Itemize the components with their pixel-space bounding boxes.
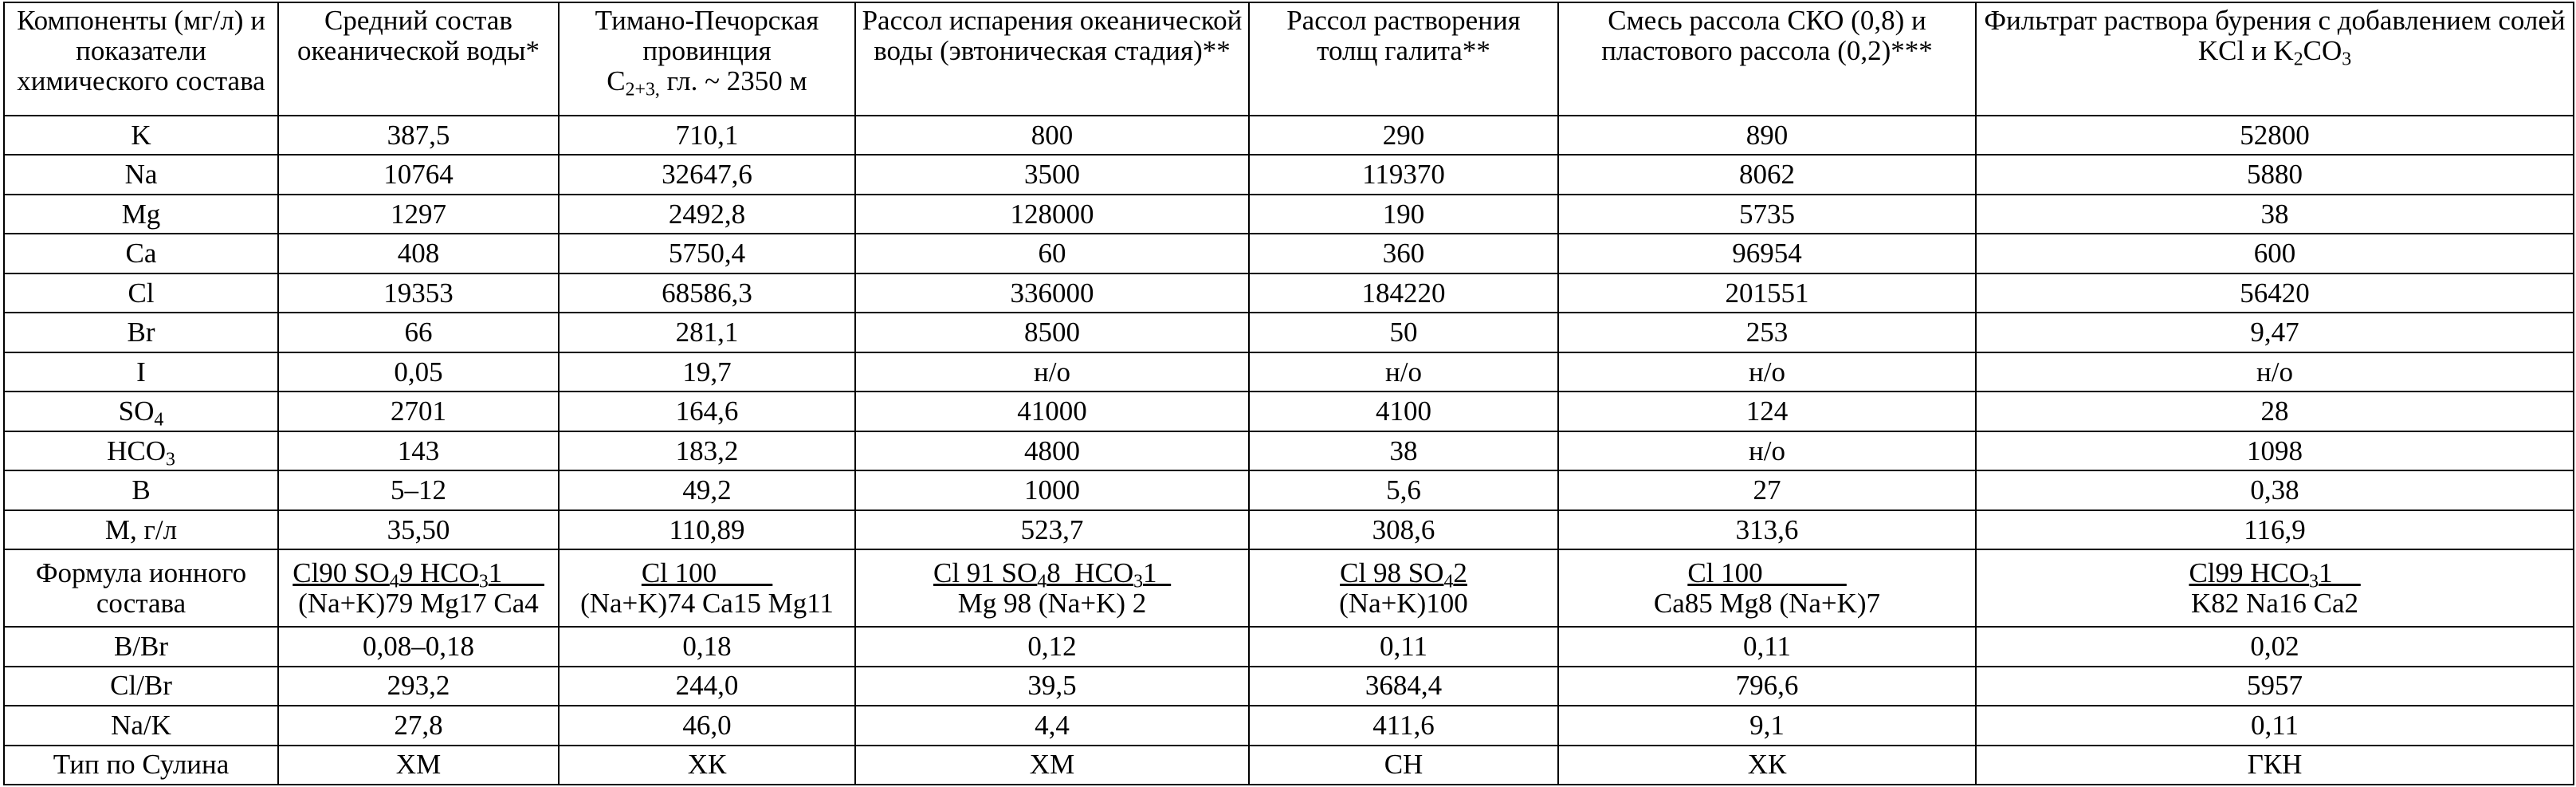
- table-cell: 387,5: [278, 116, 559, 155]
- table-cell: 35,50: [278, 510, 559, 549]
- table-cell: 52800: [1976, 116, 2574, 155]
- table-row: [4, 510, 2574, 549]
- table-cell: 9,1: [1558, 706, 1976, 745]
- table-row: [4, 746, 2574, 785]
- row-label: $SO_4$: [4, 392, 278, 431]
- table-cell: 890: [1558, 116, 1976, 155]
- table-cell: 143: [278, 431, 559, 470]
- table-body-top: [4, 116, 2574, 549]
- row-label: Mg: [4, 195, 278, 234]
- table-cell: 244,0: [559, 667, 855, 706]
- header-ocean-water: Средний состав океанической воды*: [278, 2, 559, 116]
- table-cell: 56420: [1976, 273, 2574, 313]
- table-cell: 796,6: [1558, 667, 1976, 706]
- table-cell: 5750,4: [559, 234, 855, 273]
- table-cell: 0,12: [855, 627, 1249, 666]
- table-cell: ГКН: [1976, 746, 2574, 785]
- table-cell: 66: [278, 313, 559, 352]
- table-cell: 293,2: [278, 667, 559, 706]
- table-cell: 49,2: [559, 470, 855, 510]
- table-cell: 5,6: [1249, 470, 1558, 510]
- table-cell: 164,6: [559, 392, 855, 431]
- row-label: Cl: [4, 273, 278, 313]
- table-cell: 1000: [855, 470, 1249, 510]
- table-cell: 190: [1249, 195, 1558, 234]
- header-components: Компоненты (мг/л) и показатели химического состава: [4, 2, 278, 116]
- formula-cell: Cl 100____ (Na+K)74 Ca15 Mg11: [559, 549, 855, 627]
- table-cell: 0,11: [1976, 706, 2574, 745]
- row-label: Тип по Сулина: [4, 746, 278, 785]
- header-row: [4, 2, 2574, 116]
- row-label: Na: [4, 155, 278, 194]
- formula-section: [4, 549, 2574, 627]
- row-label: $HCO_3$: [4, 431, 278, 470]
- table-cell: 360: [1249, 234, 1558, 273]
- table-cell: 5–12: [278, 470, 559, 510]
- table-cell: 8500: [855, 313, 1249, 352]
- header-halite-brine: Рассол растворения толщ галита**: [1249, 2, 1558, 116]
- table-cell: н/о: [855, 352, 1249, 392]
- row-label: Cl/Br: [4, 667, 278, 706]
- formula-cell: Cl90 $SO_49$ $HCO_31\_\_\_$ (Na+K)79 Mg17 Ca4: [278, 549, 559, 627]
- table-cell: 1098: [1976, 431, 2574, 470]
- table-row: [4, 706, 2574, 745]
- table-cell: 281,1: [559, 313, 855, 352]
- table-cell: 119370: [1249, 155, 1558, 194]
- table-row: [4, 313, 2574, 352]
- table-cell: 68586,3: [559, 273, 855, 313]
- table-cell: 336000: [855, 273, 1249, 313]
- table-body-bottom: [4, 627, 2574, 785]
- table-cell: 408: [278, 234, 559, 273]
- row-label: B/Br: [4, 627, 278, 666]
- table-row: [4, 195, 2574, 234]
- table-cell: 0,11: [1249, 627, 1558, 666]
- table-cell: 313,6: [1558, 510, 1976, 549]
- table-cell: 710,1: [559, 116, 855, 155]
- table-cell: 41000: [855, 392, 1249, 431]
- table-cell: 184220: [1249, 273, 1558, 313]
- table-cell: 50: [1249, 313, 1558, 352]
- table-row: [4, 431, 2574, 470]
- formula-label: Формула ионного состава: [4, 549, 278, 627]
- table-cell: 600: [1976, 234, 2574, 273]
- header-evaporation-brine: Рассол испарения океанической воды (эвтоническая стадия)**: [855, 2, 1249, 116]
- table-cell: 2492,8: [559, 195, 855, 234]
- row-label: B: [4, 470, 278, 510]
- table-cell: 39,5: [855, 667, 1249, 706]
- table-row: [4, 627, 2574, 666]
- table-row: [4, 155, 2574, 194]
- table-row: [4, 116, 2574, 155]
- header-drilling-filtrate: Фильтрат раствора бурения с добавлением солей KCl и $K_2CO_3$: [1976, 2, 2574, 116]
- formula-row: [4, 549, 2574, 627]
- composition-table: [3, 2, 2574, 785]
- table-cell: ХК: [559, 746, 855, 785]
- table-cell: 32647,6: [559, 155, 855, 194]
- table-cell: 2701: [278, 392, 559, 431]
- table-cell: 290: [1249, 116, 1558, 155]
- table-cell: 4100: [1249, 392, 1558, 431]
- table-cell: 19353: [278, 273, 559, 313]
- table-row: [4, 470, 2574, 510]
- table-cell: 28: [1976, 392, 2574, 431]
- table-cell: 8062: [1558, 155, 1976, 194]
- table-row: [4, 352, 2574, 392]
- table-cell: 27: [1558, 470, 1976, 510]
- table-cell: 110,89: [559, 510, 855, 549]
- table-cell: 38: [1249, 431, 1558, 470]
- table-cell: 201551: [1558, 273, 1976, 313]
- table-cell: 46,0: [559, 706, 855, 745]
- table-cell: н/о: [1249, 352, 1558, 392]
- table-cell: ХМ: [278, 746, 559, 785]
- table-row: [4, 667, 2574, 706]
- table-cell: 253: [1558, 313, 1976, 352]
- header-timan-pechora: Тимано-Печорская провинция $C_{2+3,}$ гл. ~ 2350 м: [559, 2, 855, 116]
- table-cell: 308,6: [1249, 510, 1558, 549]
- table-cell: 124: [1558, 392, 1976, 431]
- table-cell: 27,8: [278, 706, 559, 745]
- table-cell: 10764: [278, 155, 559, 194]
- table-cell: 128000: [855, 195, 1249, 234]
- table-cell: 3684,4: [1249, 667, 1558, 706]
- table-cell: 0,05: [278, 352, 559, 392]
- formula-cell: Cl 100______ Ca85 Mg8 (Na+K)7: [1558, 549, 1976, 627]
- table-cell: 411,6: [1249, 706, 1558, 745]
- table-cell: н/о: [1976, 352, 2574, 392]
- table-cell: 0,11: [1558, 627, 1976, 666]
- table-row: [4, 273, 2574, 313]
- formula-cell: Cl 98 $SO_42$ (Na+K)100: [1249, 549, 1558, 627]
- table-cell: н/о: [1558, 352, 1976, 392]
- row-label: I: [4, 352, 278, 392]
- row-label: Br: [4, 313, 278, 352]
- table-cell: 5880: [1976, 155, 2574, 194]
- table-cell: 0,18: [559, 627, 855, 666]
- table-cell: ХМ: [855, 746, 1249, 785]
- row-label: K: [4, 116, 278, 155]
- table-cell: 4800: [855, 431, 1249, 470]
- table-cell: 0,02: [1976, 627, 2574, 666]
- table-row: [4, 392, 2574, 431]
- formula-cell: Cl 91 $SO_48\_HCO_31\_$ Mg 98 (Na+K) 2: [855, 549, 1249, 627]
- table-row: [4, 234, 2574, 273]
- row-label: M, г/л: [4, 510, 278, 549]
- table-cell: ХК: [1558, 746, 1976, 785]
- table-cell: 60: [855, 234, 1249, 273]
- table-cell: 9,47: [1976, 313, 2574, 352]
- table-cell: СН: [1249, 746, 1558, 785]
- table-cell: 4,4: [855, 706, 1249, 745]
- table-cell: 800: [855, 116, 1249, 155]
- table-cell: 116,9: [1976, 510, 2574, 549]
- formula-cell: Cl99 $HCO_31\_\_$ K82 Na16 Ca2: [1976, 549, 2574, 627]
- table-cell: 96954: [1558, 234, 1976, 273]
- table-cell: 0,38: [1976, 470, 2574, 510]
- table-cell: 19,7: [559, 352, 855, 392]
- table-cell: 3500: [855, 155, 1249, 194]
- table-cell: 183,2: [559, 431, 855, 470]
- row-label: Na/K: [4, 706, 278, 745]
- header-sko-mix: Смесь рассола СКО (0,8) и пластового рассола (0,2)***: [1558, 2, 1976, 116]
- table-cell: 523,7: [855, 510, 1249, 549]
- table-cell: 0,08–0,18: [278, 627, 559, 666]
- row-label: Ca: [4, 234, 278, 273]
- table-cell: н/о: [1558, 431, 1976, 470]
- table-cell: 1297: [278, 195, 559, 234]
- table-cell: 5957: [1976, 667, 2574, 706]
- table-cell: 38: [1976, 195, 2574, 234]
- table-cell: 5735: [1558, 195, 1976, 234]
